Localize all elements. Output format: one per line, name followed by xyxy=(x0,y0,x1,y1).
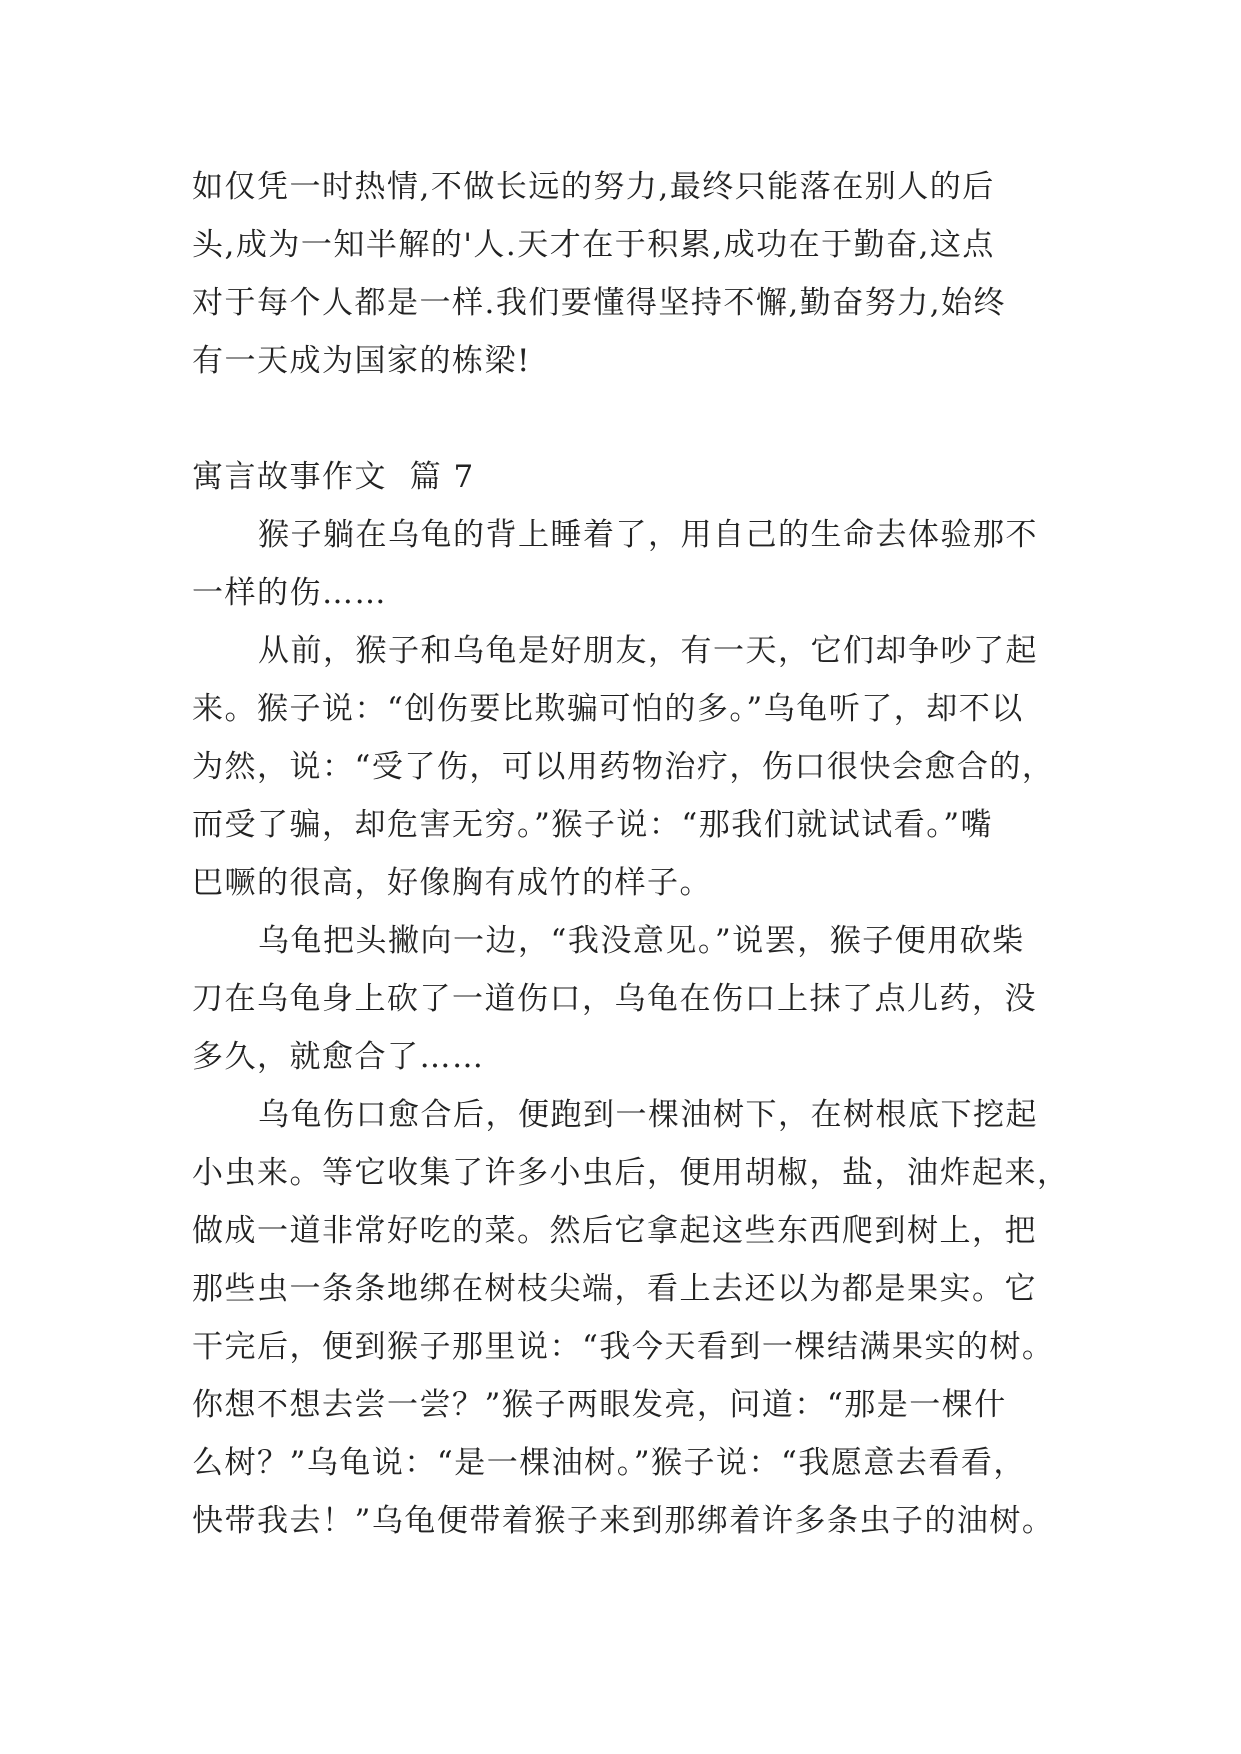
text-line: 多久，就愈合了…… xyxy=(192,1039,485,1075)
text-line: 干完后，便到猴子那里说：“我今天看到一棵结满果实的树。 xyxy=(192,1329,1055,1365)
text-line: 猴子躺在乌龟的背上睡着了，用自己的生命去体验那不 xyxy=(258,517,1038,553)
text-line: 一样的伤…… xyxy=(192,575,387,611)
text-line: 巴噘的很高，好像胸有成竹的样子。 xyxy=(192,865,712,901)
text-line: 而受了骗，却危害无穷。”猴子说：“那我们就试试看。”嘴 xyxy=(192,807,994,843)
text-line: 乌龟伤口愈合后，便跑到一棵油树下，在树根底下挖起 xyxy=(258,1097,1038,1133)
section-heading-block xyxy=(192,448,1062,506)
text-line: 快带我去！”乌龟便带着猴子来到那绑着许多条虫子的油树。 xyxy=(192,1503,1055,1539)
section-heading: 寓言故事作文 篇 7 xyxy=(192,459,475,495)
text-line: 那些虫一条条地绑在树枝尖端，看上去还以为都是果实。它 xyxy=(192,1271,1037,1307)
text-line: 小虫来。等它收集了许多小虫后，便用胡椒，盐，油炸起来， xyxy=(192,1155,1070,1191)
text-line: 做成一道非常好吃的菜。然后它拿起这些东西爬到树上，把 xyxy=(192,1213,1037,1249)
text-line: 为然，说：“受了伤，可以用药物治疗，伤口很快会愈合的， xyxy=(192,749,1055,785)
text-line: 来。猴子说：“创伤要比欺骗可怕的多。”乌龟听了，却不以 xyxy=(192,691,1024,727)
intro-paragraph xyxy=(192,158,1062,390)
paragraph xyxy=(192,912,1062,1086)
text-line: 头,成为一知半解的'人.天才在于积累,成功在于勤奋,这点 xyxy=(192,227,995,263)
text-line: 如仅凭一时热情,不做长远的努力,最终只能落在别人的后 xyxy=(192,169,995,205)
paragraph xyxy=(192,622,1062,912)
text-line: 从前，猴子和乌龟是好朋友，有一天，它们却争吵了起 xyxy=(258,633,1038,669)
text-line: 有一天成为国家的栋梁! xyxy=(192,343,531,379)
text-line: 么树？”乌龟说：“是一棵油树。”猴子说：“我愿意去看看， xyxy=(192,1445,1026,1481)
paragraph xyxy=(192,506,1062,622)
text-line: 你想不想去尝一尝？”猴子两眼发亮，问道：“那是一棵什 xyxy=(192,1387,1007,1423)
paragraph xyxy=(192,1086,1070,1550)
text-line: 对于每个人都是一样.我们要懂得坚持不懈,勤奋努力,始终 xyxy=(192,285,1007,321)
story-body xyxy=(192,506,1070,1550)
text-line: 刀在乌龟身上砍了一道伤口，乌龟在伤口上抹了点儿药，没 xyxy=(192,981,1037,1017)
text-line: 乌龟把头撇向一边，“我没意见。”说罢，猴子便用砍柴 xyxy=(258,923,1025,959)
